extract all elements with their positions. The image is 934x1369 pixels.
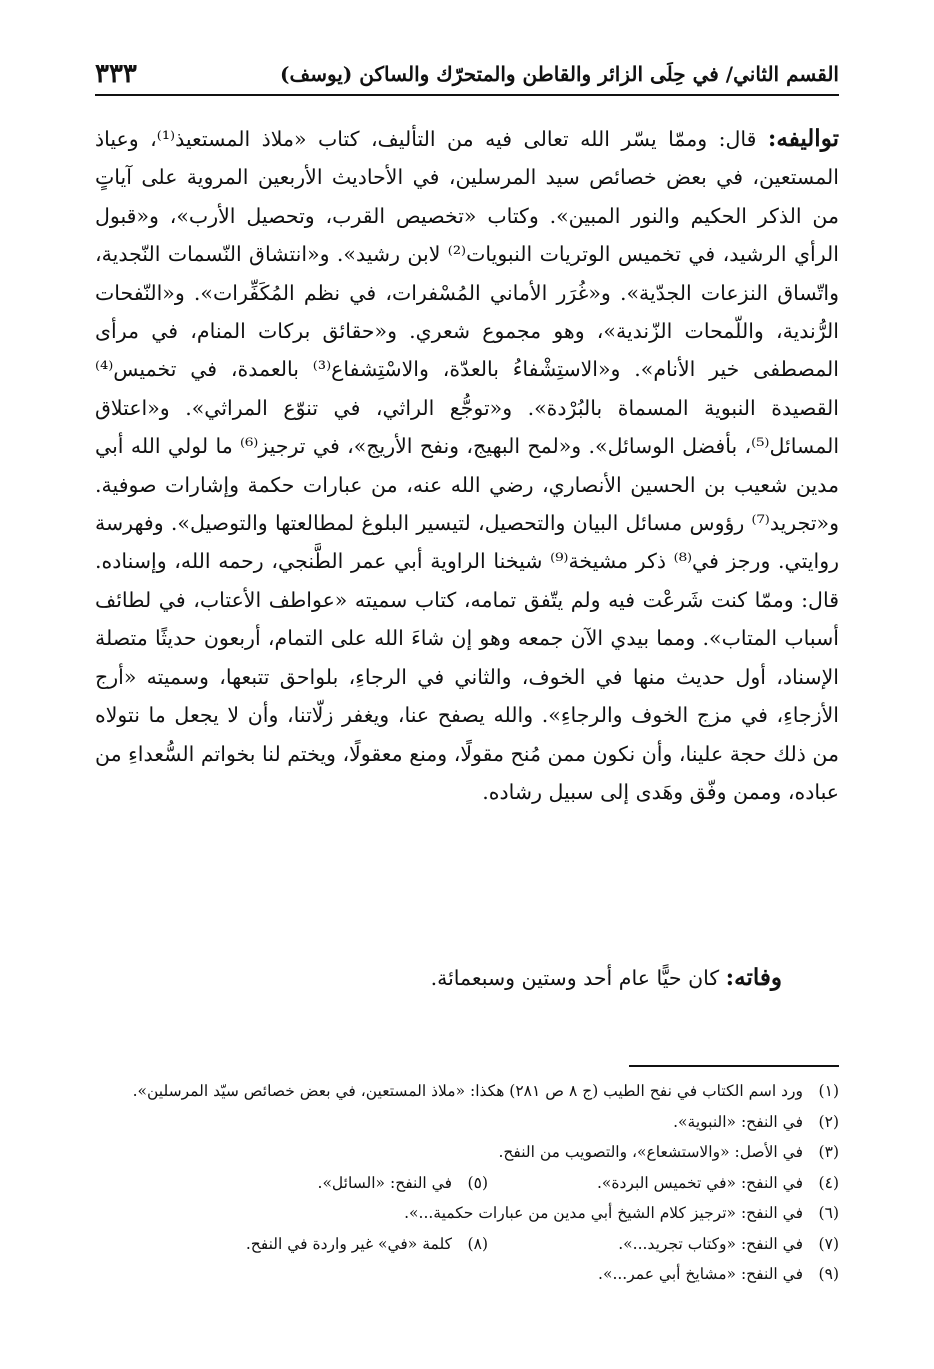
- footnote-text: في النفح: «السائل».: [317, 1173, 452, 1192]
- footnote-number: (٤): [818, 1173, 839, 1192]
- footnote-text: في الأصل: «والاستشعاع»، والتصويب من النفح.: [498, 1143, 803, 1161]
- footnote-number: (١): [818, 1082, 839, 1100]
- running-head: القسم الثاني/ في حِلَى الزائر والقاطن والمتحرّك والساكن (يوسف): [280, 62, 839, 86]
- section-label: تواليفه:: [767, 125, 839, 152]
- footnote-text: في النفح: «في تخميس البردة».: [596, 1173, 803, 1192]
- footnote-text: في النفح: «ترجيز كلام الشيخ أبي مدين من عبارات حكمية...».: [404, 1204, 803, 1222]
- footnote: [95, 1198, 839, 1229]
- footnote: [95, 1259, 839, 1290]
- footnote-number: (٥): [467, 1173, 488, 1192]
- paragraph-text: قال: وممّا يسّر الله تعالى فيه من التأليف، كتاب «ملاذ المستعيذ⁽¹⁾، وعياذ المستعين، في بعض خصائص سيد المرسلين، في الأحاديث الأربعين المروية على آياتٍ من الذكر الحكيم والنور المبين». وكتاب «تخصيص القرب، وتحصيل الأرب»، و«قبول الرأي الرشيد، في تخميس الوتريات النبويات⁽²⁾ لابن رشيد». و«انتشاق النّسمات النّجدية، واتّساق النزعات الجدّية». و«غُرَر الأماني المُسْفرات، في نظم المُكَفِّرات». و«النّفحات الرُّندية، واللّمحات الزّندية»، وهو مجموع شعري. و«حقائق بركات المنام، في مرأى المصطفى خير الأنام». و«الاستِشْفاءُ بالعدّة، والاسْتِشفاع⁽³⁾ بالعمدة، في تخميس⁽⁴⁾ القصيدة النبوية المسماة بالبُرْدة». و«توجُّع الراثي، في تنوّع المراثي». و«اعتلاق المسائل⁽⁵⁾، بأفضل الوسائل». و«لمح البهيج، ونفح الأريج»، في ترجيز⁽⁶⁾ ما لولي الله أبي مدين شعيب بن الحسين الأنصاري، رضي الله عنه، من عبارات حكمة وإشارات صوفية. و«تجريد⁽⁷⁾ رؤوس مسائل البيان والتحصيل، لتيسير البلوغ لمطالعتها والتوصيل». وفهرسة روايتي. ورجز في⁽⁸⁾ ذكر مشيخة⁽⁹⁾ شيخنا الراوية أبي عمر الطَّنجي، رحمه الله، وإسناده. قال: وممّا كنت شَرعْت فيه ولم يتّفق تمامه، كتاب سميته «عواطف الأعتاب، في لطائف أسباب المتاب». ومما بيدي الآن جمعه وهو إن شاءَ الله على التمام، أربعون حديثًا متصلة الإسناد، أول حديث منها في الخوف، والثاني في الرجاءِ، بلواحق تتبعها، وسميته «أرج الأزجاءِ، في مزج الخوف والرجاءِ». والله يصفح عنا، ويغفر زلّاتنا، وأن لا يجعل ما نتولاه من ذلك حجة علينا، وأن نكون ممن مُنح مقولًا، ومنع معقولًا، ويختم لنا بخواتم السُّعداءِ من عباده، وممن وفّق وهَدى إلى سبيل رشاده.: [95, 127, 840, 804]
- main-text: [95, 120, 839, 811]
- footnote: [95, 1107, 839, 1138]
- footnote: [95, 1137, 839, 1168]
- footnote-pair: [95, 1229, 839, 1260]
- death-label: وفاته:: [725, 964, 782, 991]
- page-number: ٣٣٣: [95, 59, 137, 89]
- footnote: [95, 1076, 839, 1107]
- footnote-pair: [95, 1168, 839, 1199]
- footnote-number: (٣): [818, 1143, 839, 1161]
- death-text: كان حيًّا عام أحد وستين وسبعمائة.: [430, 966, 720, 990]
- footnotes: [95, 1076, 839, 1290]
- footnote-text: في النفح: «النبوية».: [673, 1112, 803, 1131]
- footnote-number: (٦): [818, 1204, 839, 1222]
- footnote-number: (٢): [818, 1112, 839, 1131]
- footnote-number: (٧): [818, 1234, 839, 1253]
- page-header: [95, 54, 839, 96]
- footnote-number: (٨): [467, 1234, 488, 1253]
- death-line: [431, 964, 782, 991]
- footnote-text: كلمة «في» غير واردة في النفح.: [245, 1234, 452, 1253]
- footnote-separator: [629, 1065, 839, 1067]
- footnote-text: في النفح: «وكتاب تجريد...».: [618, 1234, 803, 1253]
- footnote-text: في النفح: «مشايخ أبي عمر...».: [598, 1265, 803, 1283]
- footnote-number: (٩): [818, 1265, 839, 1283]
- footnote-text: ورد اسم الكتاب في نفح الطيب (ج ٨ ص ٢٨١) هكذا: «ملاذ المستعين، في بعض خصائص سيّد المرسلين».: [132, 1082, 803, 1100]
- compositions-paragraph: [95, 120, 839, 811]
